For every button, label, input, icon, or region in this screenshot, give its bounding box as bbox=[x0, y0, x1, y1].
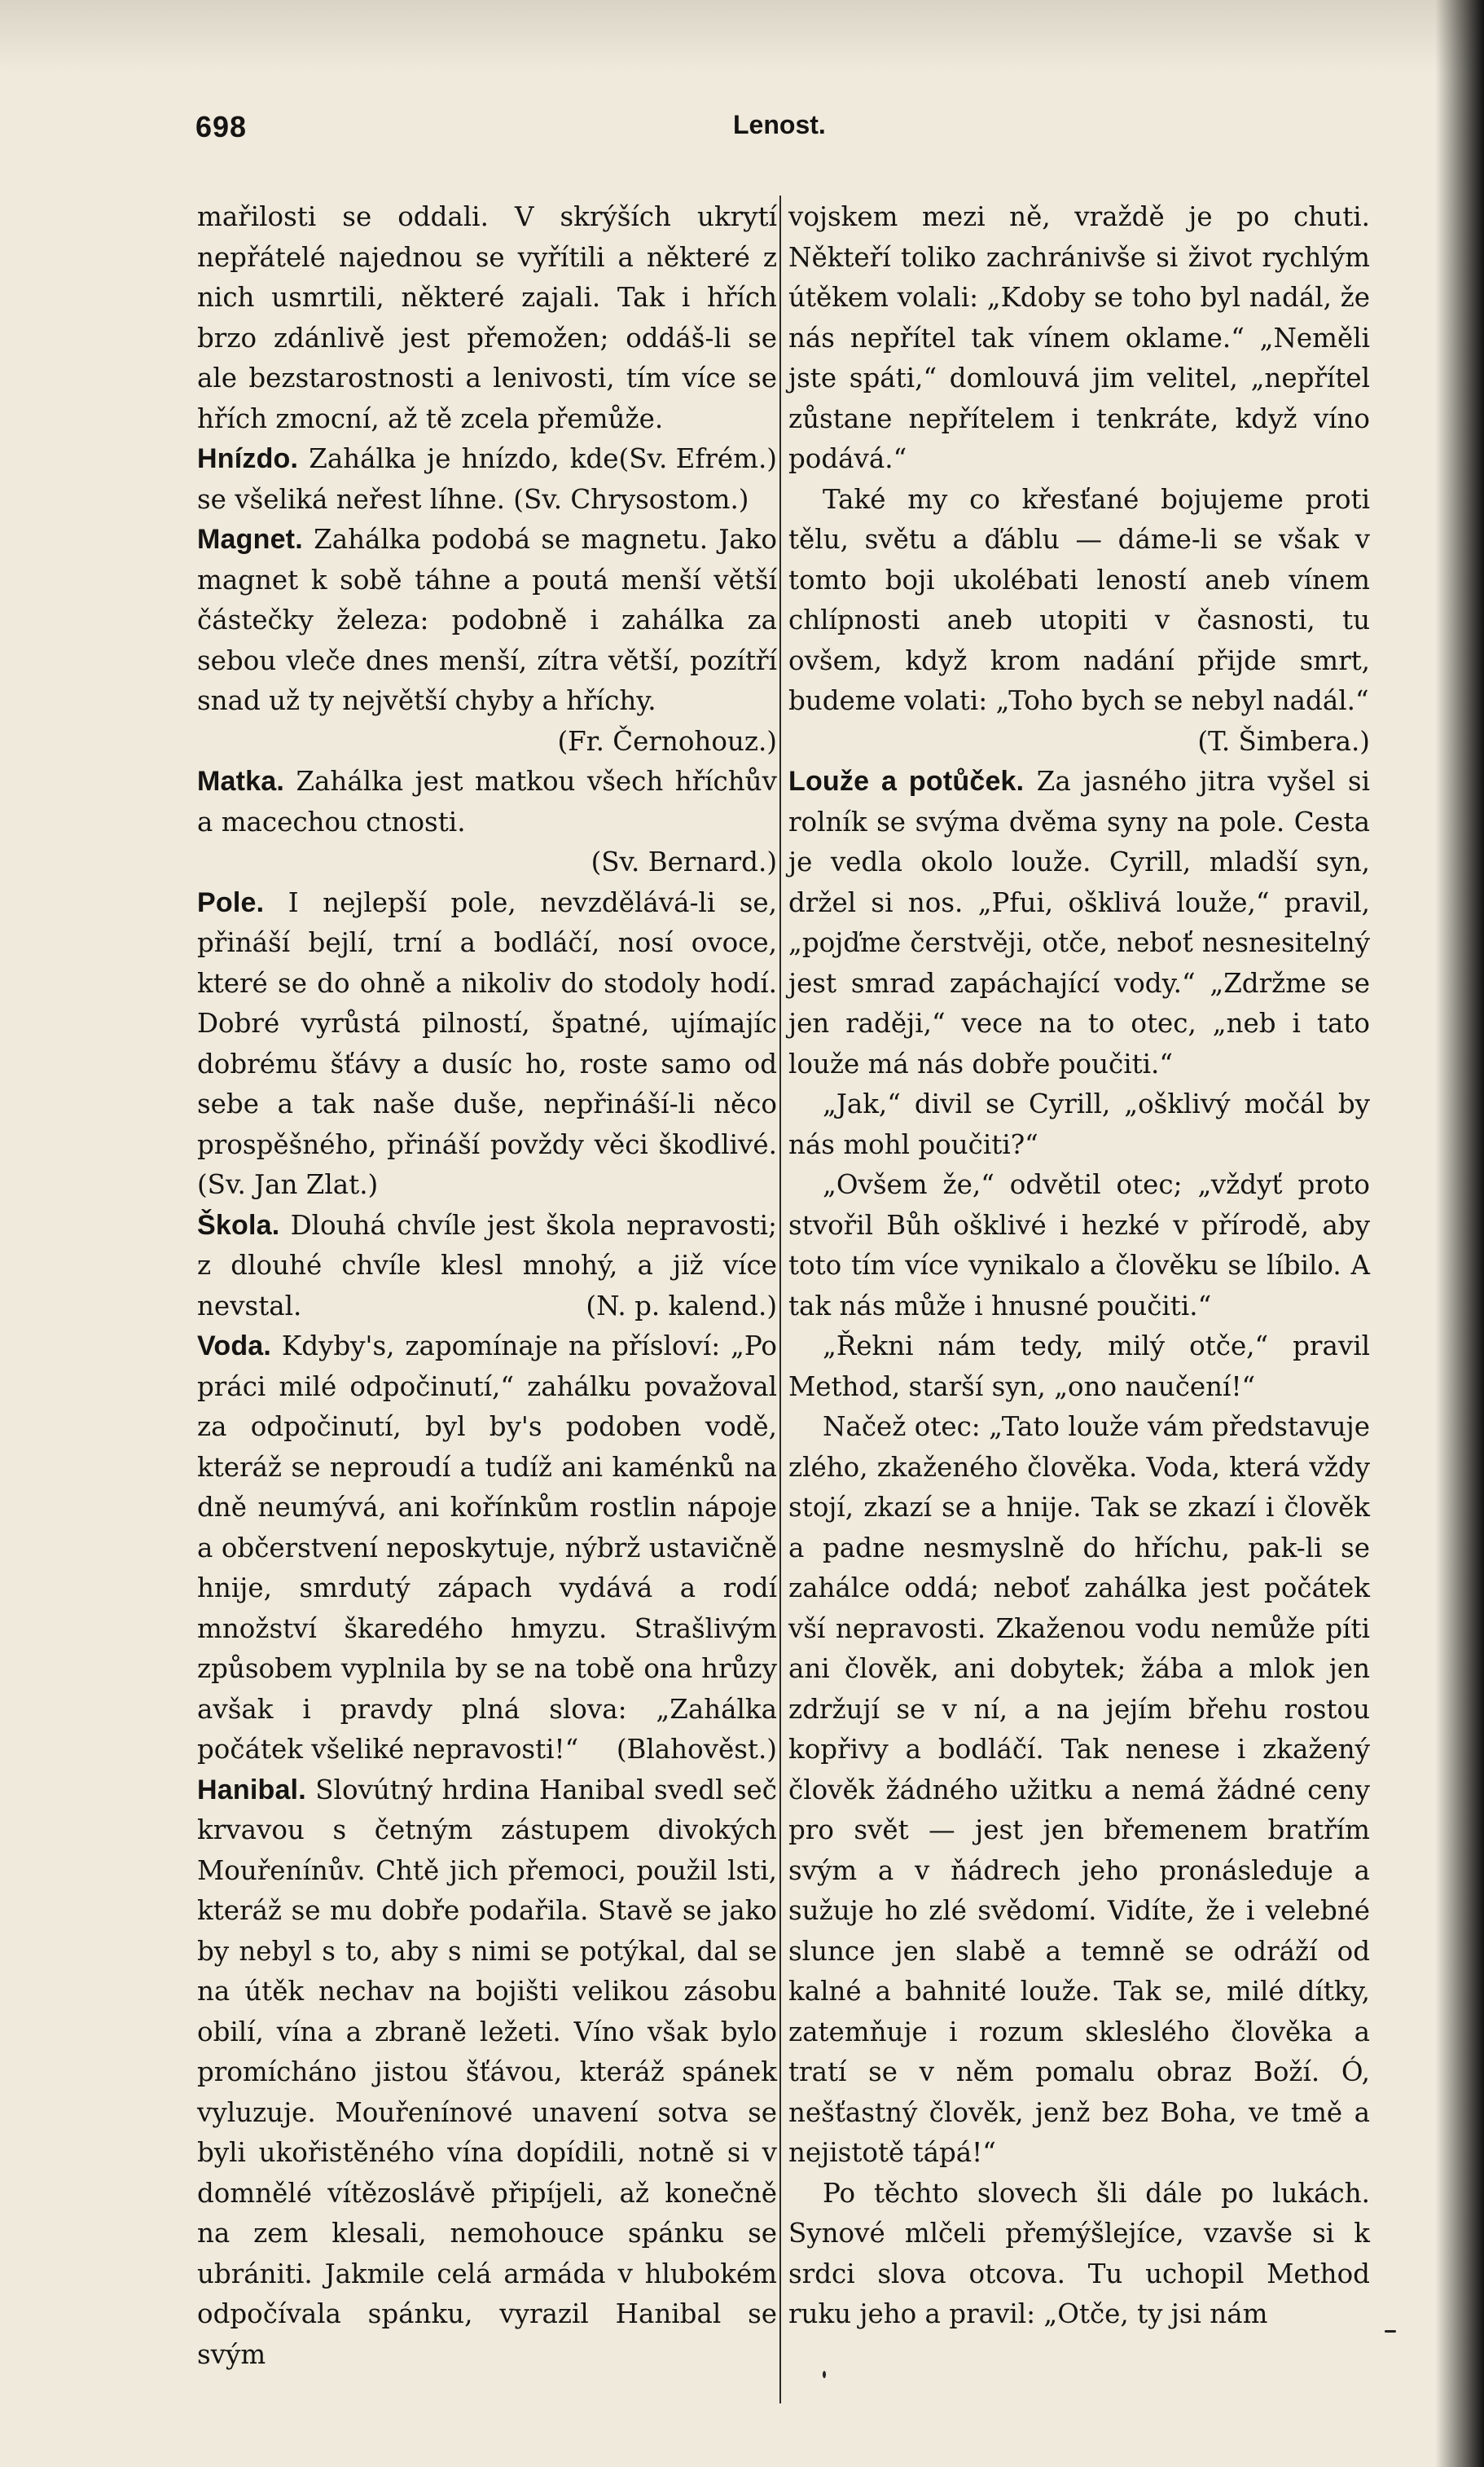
ink-speck bbox=[1385, 2330, 1396, 2333]
entry-matka bbox=[197, 762, 777, 883]
entry-keyword: Louže a potůček. bbox=[788, 766, 1025, 797]
source-citation: (T. Šimbera.) bbox=[1197, 725, 1370, 757]
page-discoloration bbox=[0, 0, 1484, 73]
entry-keyword: Matka. bbox=[197, 766, 285, 797]
entry-text: Kdyby's, zapomínaje na přísloví: „Po práci milé odpočinutí,“ zahálku považoval za odpočinutí, byl by's podoben vodě, kteráž se neproudí a tudíž ani kaménků na dně neumývá, ani kořínkům rostlin nápoje a občerstvení neposkytuje, nýbrž ustavičně hnije, smrdutý zápach vydává a rodí množství škaredého hmyzu. Strašlivým způsobem vyplnila by se na tobě ona hrůzy avšak i pravdy plná slova: „Zahálka počátek všeliké nepravosti!“ bbox=[197, 1330, 777, 1765]
source-citation: (N. p. kalend.) bbox=[586, 1290, 777, 1321]
paragraph bbox=[788, 480, 1370, 757]
paragraph-text: vojskem mezi ně, vraždě je po chuti. Někteří toliko zachránivše si život rychlým útěkem volali: „Kdoby se toho byl nadál, že nás nepřítel tak vínem oklame.“ „Neměli jste spáti,“ domlouvá jim velitel, „nepřítel zůstane nepřítelem i tenkráte, když víno podává.“ bbox=[788, 201, 1370, 474]
entry-hanibal bbox=[197, 1770, 777, 2376]
paragraph-text: mařilosti se oddali. V skrýších ukrytí nepřátelé najednou se vyřítili a některé z nich usmrtili, některé zajali. Tak i hřích brzo zdánlivě jest přemožen; oddáš-li se ale bezstarostnosti a lenivosti, tím více se hřích zmocní, až tě zcela přemůže. bbox=[197, 201, 777, 434]
entry-voda bbox=[197, 1326, 777, 1770]
page-number: 698 bbox=[195, 110, 248, 143]
paragraph bbox=[788, 1407, 1370, 2174]
paragraph bbox=[788, 1326, 1370, 1407]
entry-skola bbox=[197, 1206, 777, 1327]
running-title: Lenost. bbox=[733, 110, 826, 139]
entry-keyword: Škola. bbox=[197, 1209, 280, 1241]
entry-keyword: Pole. bbox=[197, 886, 265, 918]
entry-text: Slovútný hrdina Hanibal svedl seč krvavou s četným zástupem divokých Mouřenínův. Chtě jich přemoci, použil lsti, kteráž se mu dobře podařila. Stavě se jako by nebyl s to, aby s nimi se potýkal, dal se na útěk nechav na bojišti velikou zásobu obilí, vína a zbraně ležeti. Víno však bylo promícháno jistou šťávou, kteráž spánek vyluzuje. Mouřenínové unavení sotva se byli ukořistěného vína dopídili, notně si v domnělé vítězoslávě připíjeli, až konečně na zem klesali, nemohouce spánku se ubrániti. Jakmile celá armáda v hlubokém odpočívala spánku, vyrazil Hanibal se svým bbox=[197, 1774, 777, 2370]
paragraph bbox=[788, 2174, 1370, 2335]
entry-text: Dlouhá chvíle jest škola nepravosti; z dlouhé chvíle klesl mnohý, a již více nevstal. bbox=[197, 1209, 777, 1321]
entry-louze-a-potucek bbox=[788, 762, 1370, 1084]
left-column bbox=[197, 197, 777, 2375]
paragraph-text: Po těchto slovech šli dále po lukách. Synové mlčeli přemýšlejíce, vzavše si k srdci slova otcova. Tu uchopil Method ruku jeho a pravil: „Otče, ty jsi nám bbox=[788, 2177, 1370, 2329]
entry-keyword: Magnet. bbox=[197, 524, 303, 555]
right-column bbox=[788, 197, 1370, 2335]
entry-text: I nejlepší pole, nevzdělává-li se, přináší bejlí, trní a bodláčí, nosí ovoce, které se do ohně a nikoliv do stodoly hodí. Dobré vyrůstá pilností, špatné, ujímajíc dobrému šťávy a dusíc ho, roste samo od sebe a tak naše duše, nepřináší-li něco prospěšného, přináší povždy věci škodlivé. bbox=[197, 886, 777, 1160]
binding-edge-shadow bbox=[1435, 0, 1484, 2467]
entry-keyword: Hanibal. bbox=[197, 1774, 306, 1805]
source-citation: (Sv. Bernard.) bbox=[591, 847, 777, 877]
source-citation: (Fr. Černohouz.) bbox=[557, 725, 777, 757]
source-citation: (Sv. Chrysostom.) bbox=[513, 483, 749, 515]
entry-text: Zahálka je hnízdo, kde se všeliká neřest líhne. bbox=[197, 443, 619, 515]
ink-speck bbox=[823, 2371, 826, 2378]
paragraph-text: Také my co křesťané bojujeme proti tělu, světu a ďáblu — dáme-li se však v tomto boji ukolébati leností aneb vínem chlípnosti aneb utopiti v časnosti, tu ovšem, když krom nadání přijde smrt, budeme volati: „Toho bych se nebyl nadál.“ bbox=[788, 483, 1370, 716]
entry-text: Zahálka jest matkou všech hříchův a macechou ctnosti. bbox=[197, 766, 777, 838]
entry-pole bbox=[197, 883, 777, 1206]
paragraph-text: „Řekni nám tedy, milý otče,“ pravil Method, starší syn, „ono naučení!“ bbox=[788, 1330, 1370, 1402]
paragraph-continuation bbox=[788, 197, 1370, 480]
entry-keyword: Voda. bbox=[197, 1330, 272, 1361]
paragraph-text: Načež otec: „Tato louže vám představuje zlého, zkaženého člověka. Voda, která vždy stojí, zkazí se a hnije. Tak se zkazí i člověk a padne nesmyslně do hříchu, pak-li se zahálce oddá; neboť zahálka jest počátek vší nepravosti. Zkaženou vodu nemůže píti ani člověk, ani dobytek; žába a mlok jen zdržují se v ní, a na jejím břehu rostou kopřivy a bodláčí. Tak nenese i zkažený člověk žádného užitku a nemá žádné ceny pro svět — jest jen břemenem bratřím svým a v ňádrech jeho pronásleduje a sužuje ho zlé svědomí. Vidíte, že i velebné slunce jen slabě a temně se odráží od kalné a bahnité louže. Tak se, milé dítky, zatemňuje i rozum skleslého člověka a tratí se v něm pomalu obraz Boží. Ó, nešťastný člověk, jenž bez Boha, ve tmě a nejistotě tápá!“ bbox=[788, 1411, 1370, 2168]
paragraph-text: „Ovšem že,“ odvětil otec; „vždyť proto stvořil Bůh ošklivé i hezké v přírodě, aby toto tím více vynikalo a člověku se líbilo. A tak nás může i hnusné poučiti.“ bbox=[788, 1169, 1370, 1321]
source-citation: (Blahověst.) bbox=[616, 1734, 777, 1765]
entry-text: Zahálka podobá se magnetu. Jako magnet k sobě táhne a poutá menší větší částečky železa: podobně i zahálka za sebou vleče dnes menší, zítra větší, pozítří snad už ty největší chyby a hříchy. bbox=[197, 524, 777, 716]
entry-text: Za jasného jitra vyšel si rolník se svýma dvěma syny na pole. Cesta je vedla okolo louže. Cyrill, mladší syn, držel si nos. „Pfui, ošklivá louže,“ pravil, „pojďme čerstvěji, otče, neboť nesnesitelný jest smrad zapáchající vody.“ „Zdržme se jen raději,“ vece na to otec, „neb i tato louže má nás dobře poučiti.“ bbox=[788, 766, 1370, 1080]
column-divider bbox=[779, 196, 781, 2403]
entry-magnet bbox=[197, 520, 777, 757]
paragraph bbox=[788, 1084, 1370, 1165]
source-citation: (Sv. Jan Zlat.) bbox=[197, 1169, 379, 1200]
paragraph-text: „Jak,“ divil se Cyrill, „ošklivý močál by nás mohl poučiti?“ bbox=[788, 1088, 1370, 1160]
entry-keyword: Hnízdo. bbox=[197, 443, 299, 474]
source-citation: (Sv. Efrém.) bbox=[618, 443, 777, 474]
paragraph bbox=[788, 1165, 1370, 1326]
